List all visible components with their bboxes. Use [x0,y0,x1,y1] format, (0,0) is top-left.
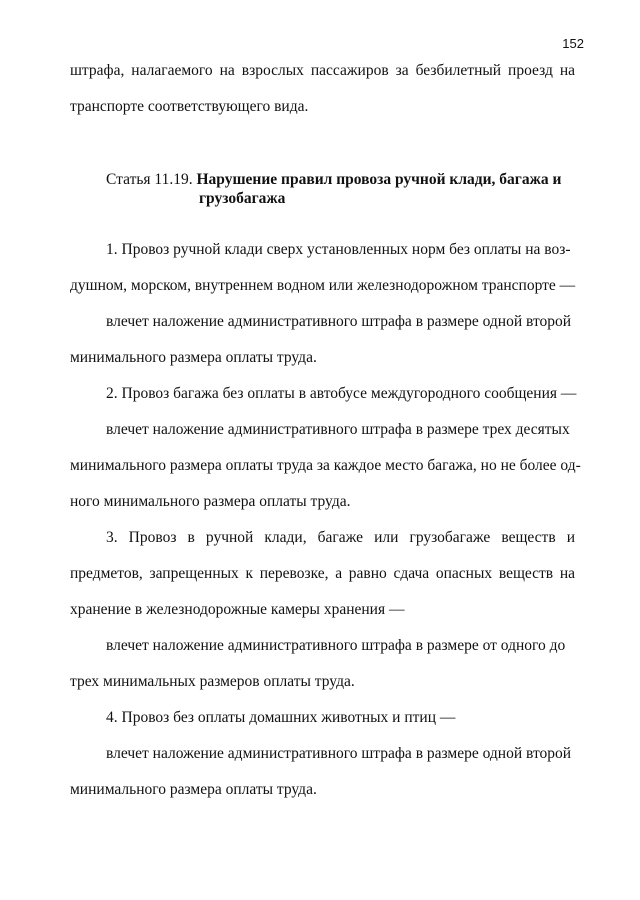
text-line: штрафа, налагаемого на взрослых пассажиров за безбилетный проезд на [70,62,575,79]
paragraph-line: влечет наложение административного штрафа в размере трех десятых [106,421,570,438]
paragraph-line: влечет наложение административного штрафа в размере одной второй [106,745,572,762]
paragraph-line: душном, морском, внутреннем водном или железнодорожном транспорте — [70,277,576,294]
paragraph-line: трех минимальных размеров оплаты труда. [70,673,355,690]
paragraph-line: влечет наложение административного штрафа в размере от одного до [106,637,566,654]
text-line: транспорте соответствующего вида. [70,98,309,115]
paragraph-line: минимального размера оплаты труда. [70,349,317,366]
paragraph-line: 2. Провоз багажа без оплаты в автобусе междугородного сообщения — [106,385,577,402]
paragraph-line: предметов, запрещенных к перевозке, а равно сдача опасных веществ на [70,565,575,582]
paragraph-line: 3. Провоз в ручной клади, багаже или грузобагаже веществ и [106,529,575,546]
paragraph-line: 4. Провоз без оплаты домашних животных и птиц — [106,709,456,726]
paragraph-line: хранение в железнодорожные камеры хранения — [70,601,405,618]
paragraph-line: ного минимального размера оплаты труда. [70,493,351,510]
paragraph-line: минимального размера оплаты труда. [70,781,317,798]
paragraph-line: 1. Провоз ручной клади сверх установленных норм без оплаты на воз- [106,241,571,258]
article-title: Нарушение правил провоза ручной клади, багажа и [196,171,562,188]
article-title-continuation: грузобагажа [199,190,286,207]
article-heading [106,170,561,190]
page-number: 152 [562,36,584,51]
paragraph-line: влечет наложение административного штрафа в размере одной второй [106,313,572,330]
article-number: Статья 11.19. [106,171,193,188]
paragraph-line: минимального размера оплаты труда за каждое место багажа, но не более од- [70,457,581,474]
